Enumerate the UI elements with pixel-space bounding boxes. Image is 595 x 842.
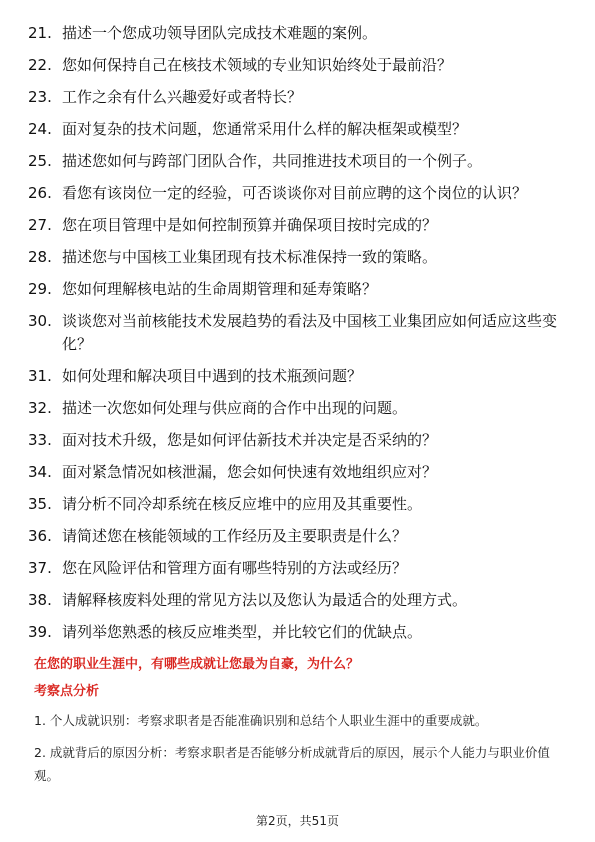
question-item [28, 461, 573, 484]
question-item [28, 22, 573, 45]
question-item [28, 493, 573, 516]
question-number: 34. [28, 463, 52, 481]
question-text: 您在风险评估和管理方面有哪些特别的方法或经历？ [62, 559, 408, 577]
featured-question: 在您的职业生涯中，有哪些成就让您最为自豪，为什么？ [34, 657, 360, 672]
question-item [28, 182, 573, 205]
question-text: 面对技术升级，您是如何评估新技术并决定是否采纳的？ [62, 431, 438, 449]
question-number: 30. [28, 312, 52, 330]
question-text: 请简述您在核能领域的工作经历及主要职责是什么？ [62, 527, 408, 545]
question-text: 描述您与中国核工业集团现有技术标准保持一致的策略。 [62, 248, 438, 266]
question-text: 面对紧急情况如核泄漏，您会如何快速有效地组织应对？ [62, 463, 438, 481]
question-item [28, 557, 573, 580]
question-number: 24. [28, 120, 52, 138]
question-text: 描述一次您如何处理与供应商的合作中出现的问题。 [62, 399, 408, 417]
analysis-title: 考察点分析 [34, 684, 100, 699]
question-number: 23. [28, 88, 52, 106]
question-item [28, 310, 573, 356]
page-footer: 第2页，共51页 [256, 814, 339, 828]
question-number: 21. [28, 24, 52, 42]
question-item [28, 525, 573, 548]
question-number: 26. [28, 184, 52, 202]
question-number: 27. [28, 216, 52, 234]
question-text: 谈谈您对当前核能技术发展趋势的看法及中国核工业集团应如何适应这些变化？ [62, 312, 558, 353]
question-text: 请分析不同冷却系统在核反应堆中的应用及其重要性。 [62, 495, 423, 513]
question-number: 29. [28, 280, 52, 298]
question-item [28, 246, 573, 269]
analysis-item: 2. 成就背后的原因分析：考察求职者是否能够分析成就背后的原因，展示个人能力与职业价值观。 [34, 745, 550, 783]
question-text: 您如何理解核电站的生命周期管理和延寿策略？ [62, 280, 378, 298]
question-text: 请列举您熟悉的核反应堆类型，并比较它们的优缺点。 [62, 623, 423, 641]
question-text: 面对复杂的技术问题，您通常采用什么样的解决框架或模型？ [62, 120, 468, 138]
question-text: 看您有该岗位一定的经验，可否谈谈你对目前应聘的这个岗位的认识？ [62, 184, 528, 202]
question-list [28, 22, 573, 653]
question-text: 您如何保持自己在核技术领域的专业知识始终处于最前沿？ [62, 56, 453, 74]
question-item [28, 429, 573, 452]
question-item [28, 214, 573, 237]
question-number: 38. [28, 591, 52, 609]
analysis-item: 1. 个人成就识别：考察求职者是否能准确识别和总结个人职业生涯中的重要成就。 [34, 713, 488, 728]
question-item [28, 589, 573, 612]
question-number: 37. [28, 559, 52, 577]
question-number: 39. [28, 623, 52, 641]
question-item [28, 150, 573, 173]
question-item [28, 365, 573, 388]
question-text: 描述一个您成功领导团队完成技术难题的案例。 [62, 24, 378, 42]
question-number: 28. [28, 248, 52, 266]
question-text: 请解释核废料处理的常见方法以及您认为最适合的处理方式。 [62, 591, 468, 609]
analysis-list [34, 709, 574, 796]
question-item [28, 118, 573, 141]
question-item [28, 621, 573, 644]
question-item [28, 54, 573, 77]
question-text: 工作之余有什么兴趣爱好或者特长？ [62, 88, 303, 106]
question-number: 31. [28, 367, 52, 385]
question-number: 33. [28, 431, 52, 449]
question-text: 您在项目管理中是如何控制预算并确保项目按时完成的？ [62, 216, 438, 234]
question-item [28, 278, 573, 301]
question-item [28, 397, 573, 420]
question-number: 25. [28, 152, 52, 170]
question-item [28, 86, 573, 109]
question-number: 35. [28, 495, 52, 513]
question-number: 36. [28, 527, 52, 545]
question-number: 22. [28, 56, 52, 74]
question-text: 如何处理和解决项目中遇到的技术瓶颈问题？ [62, 367, 363, 385]
question-number: 32. [28, 399, 52, 417]
question-text: 描述您如何与跨部门团队合作，共同推进技术项目的一个例子。 [62, 152, 483, 170]
